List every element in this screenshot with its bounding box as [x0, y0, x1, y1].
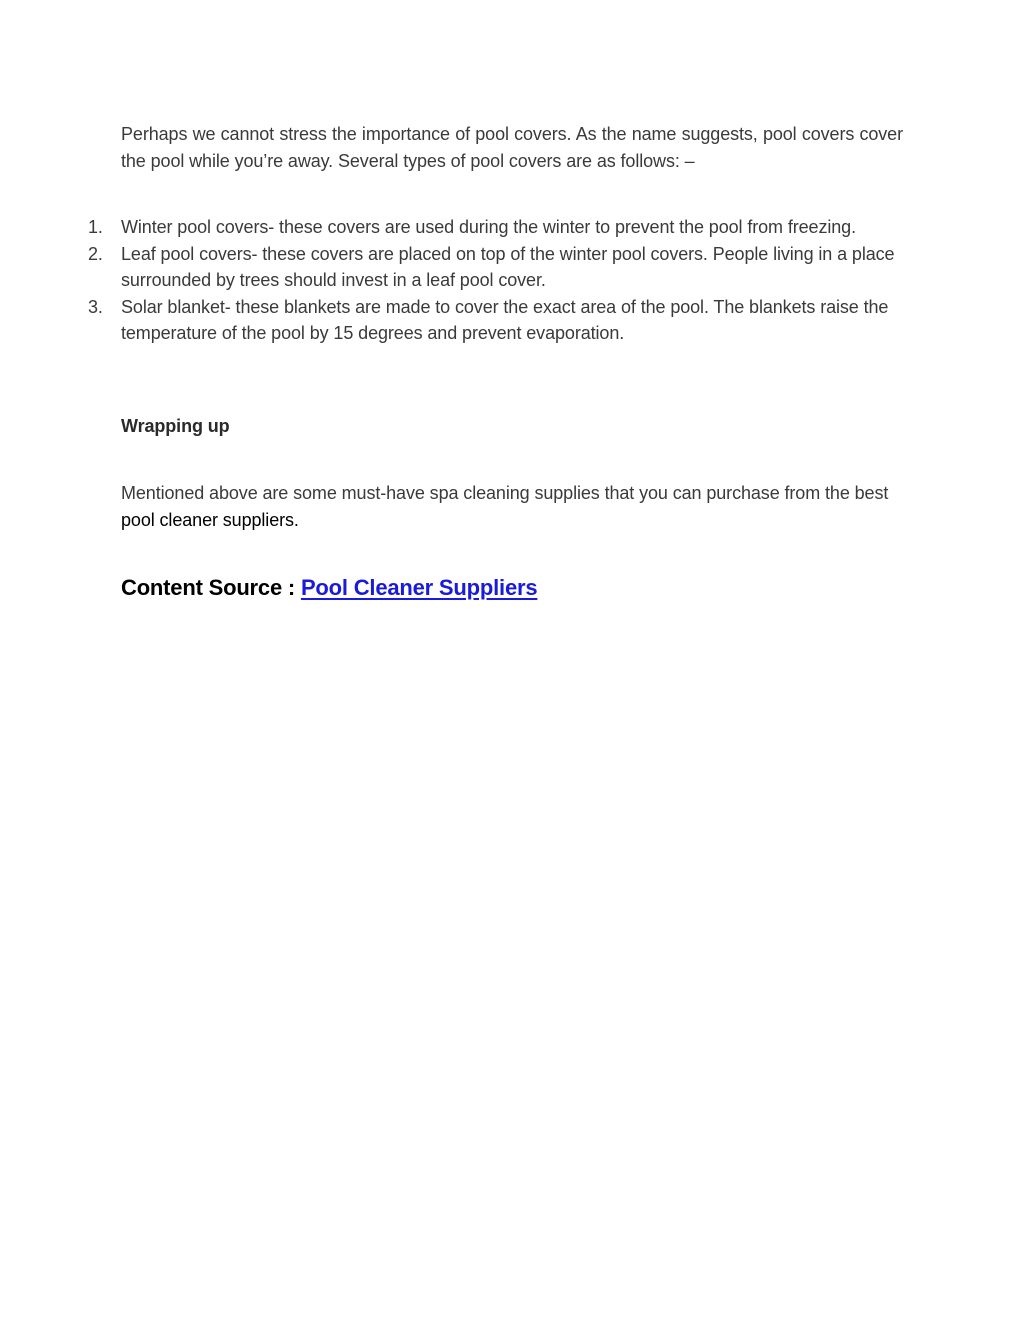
section-heading: Wrapping up	[121, 416, 230, 436]
pool-cleaner-suppliers-link[interactable]: pool cleaner suppliers.	[121, 510, 299, 530]
list-item	[0, 214, 903, 241]
list-item-text: Winter pool covers- these covers are used during the winter to prevent the pool from freezing.	[121, 217, 856, 237]
list-item-number: 2.	[88, 243, 103, 264]
pool-cleaner-suppliers-source-link[interactable]: Pool Cleaner Suppliers	[300, 575, 538, 600]
intro-paragraph: Perhaps we cannot stress the importance of pool covers. As the name suggests, pool covers cover the pool while you’re away. Several types of pool covers are as follows: –	[121, 124, 903, 171]
pool-covers-list	[0, 214, 1024, 347]
list-item	[0, 294, 903, 347]
content-source-label: Content Source :	[121, 575, 301, 600]
list-item-number: 1.	[88, 217, 103, 237]
closing-text: Mentioned above are some must-have spa cleaning supplies that you can purchase from the best	[121, 483, 889, 503]
list-item-number: 3.	[88, 296, 103, 317]
list-item-text: Leaf pool covers- these covers are placed on top of the winter pool covers. People living in a place surrounded by trees should invest in a leaf pool cover.	[121, 243, 895, 290]
content-source	[121, 572, 537, 604]
list-item	[0, 241, 903, 294]
closing-paragraph	[121, 480, 903, 534]
list-item-text: Solar blanket- these blankets are made to cover the exact area of the pool. The blankets raise the temperature of the pool by 15 degrees and prevent evaporation.	[121, 296, 889, 343]
